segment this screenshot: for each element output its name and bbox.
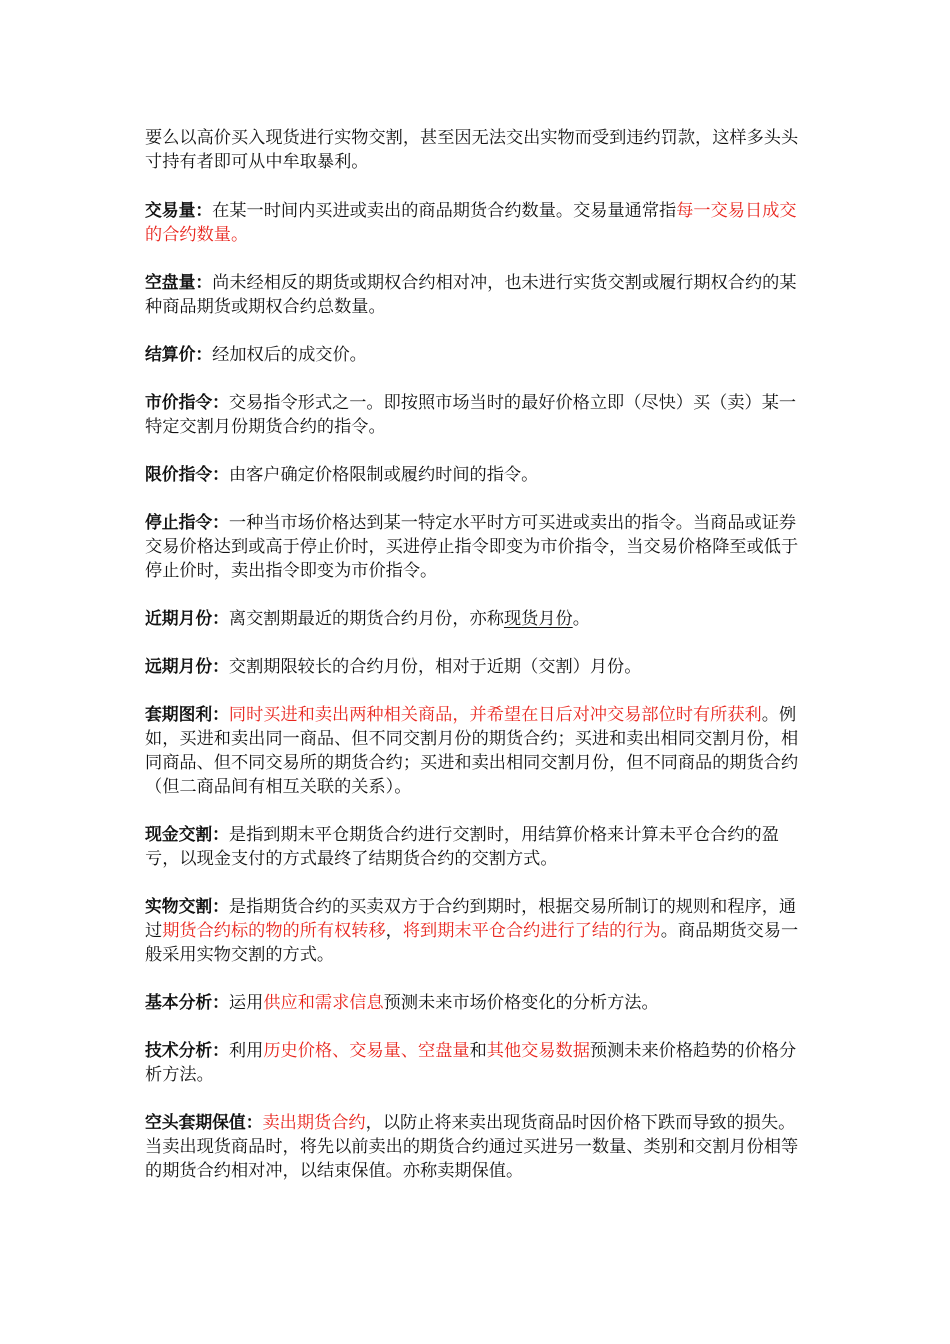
glossary-entry-cash-settlement — [145, 822, 805, 871]
definition-text: 交割期限较长的合约月份，相对于近期（交割）月份。 — [228, 657, 642, 677]
definition-text: 和 — [469, 1041, 487, 1061]
definition-text: 是指期货合约的买卖双方于合约到期时，根据交易所制订的规则和程序，通过 — [145, 897, 797, 941]
definition-text: 运用 — [228, 993, 264, 1013]
glossary-entry-market-order — [145, 390, 805, 439]
term-label: 限价指令： — [145, 464, 229, 484]
highlighted-text: 期货合约标的物的所有权转移 — [162, 921, 386, 941]
glossary-entry-spread-arbitrage — [145, 702, 805, 799]
definition-text: 在某一时间内买进或卖出的商品期货合约数量。交易量通常指 — [212, 201, 677, 221]
underlined-text: 现货月份 — [503, 609, 573, 629]
term-label: 停止指令： — [145, 512, 229, 532]
glossary-entry-stop-order — [145, 510, 805, 583]
term-label: 空盘量： — [145, 272, 213, 292]
definition-text: 。例如，买进和卖出同一商品、但不同交割月份的期货合约；买进和卖出相同交割月份，相同商品、但不同交易所的期货合约；买进和卖出相同交割月份，但不同商品的期货合约（但二商品间有相互关联的关系）。 — [145, 705, 799, 797]
definition-text: 离交割期最近的期货合约月份，亦称 — [228, 609, 504, 629]
term-label: 结算价： — [145, 344, 213, 364]
term-label: 市价指令： — [145, 392, 229, 412]
term-label: 近期月份： — [145, 608, 229, 628]
definition-text: 是指到期末平仓期货合约进行交割时，用结算价格来计算未平仓合约的盈亏，以现金支付的方式最终了结期货合约的交割方式。 — [145, 825, 779, 869]
glossary-entry-trading-volume — [145, 198, 805, 247]
glossary-body — [145, 126, 805, 1206]
definition-text: 预测未来市场价格变化的分析方法。 — [383, 993, 659, 1013]
highlighted-text: 历史价格、交易量、空盘量 — [263, 1041, 470, 1061]
glossary-entry-settlement-price — [145, 342, 805, 367]
definition-text: ，以防止将来卖出现货商品时因价格下跌而导致的损失。当卖出现货商品时，将先以前卖出的期货合约通过买进另一数量、类别和交割月份相等的期货合约相对冲，以结束保值。亦称卖期保值。 — [145, 1113, 799, 1181]
definition-text: 。商品期货交易一般采用实物交割的方式。 — [145, 921, 799, 965]
term-label: 实物交割： — [145, 896, 229, 916]
term-label: 交易量： — [145, 200, 213, 220]
term-label: 空头套期保值： — [145, 1112, 263, 1132]
glossary-entry-short-hedge — [145, 1110, 805, 1183]
highlighted-text: 每一交易日成交的合约数量。 — [145, 201, 797, 245]
definition-text: 交易指令形式之一。即按照市场当时的最好价格立即（尽快）买（卖）某一特定交割月份期货合约的指令。 — [145, 393, 797, 437]
highlighted-text: 卖出期货合约 — [262, 1113, 366, 1133]
intro-text: 要么以高价买入现货进行实物交割，甚至因无法交出实物而受到违约罚款，这样多头头寸持有者即可从中牟取暴利。 — [145, 128, 799, 172]
definition-text: 预测未来价格趋势的价格分析方法。 — [145, 1041, 797, 1085]
glossary-entry-open-interest — [145, 270, 805, 319]
definition-text: 由客户确定价格限制或履约时间的指令。 — [228, 465, 539, 485]
glossary-entry-physical-delivery — [145, 894, 805, 967]
highlighted-text: 其他交易数据 — [486, 1041, 590, 1061]
definition-text: ， — [385, 921, 403, 941]
term-label: 基本分析： — [145, 992, 229, 1012]
term-label: 远期月份： — [145, 656, 229, 676]
term-label: 现金交割： — [145, 824, 229, 844]
highlighted-text: 同时买进和卖出两种相关商品，并希望在日后对冲交易部位时有所获利 — [228, 705, 762, 725]
glossary-entry-fundamental-analysis — [145, 990, 805, 1015]
glossary-entry-nearby-month — [145, 606, 805, 631]
term-label: 套期图利： — [145, 704, 229, 724]
definition-text: 。 — [572, 609, 590, 629]
glossary-entry-limit-order — [145, 462, 805, 487]
highlighted-text: 将到期末平仓合约进行了结的行为 — [402, 921, 661, 941]
definition-text: 尚未经相反的期货或期权合约相对冲，也未进行实货交割或履行期权合约的某种商品期货或期权合约总数量。 — [145, 273, 797, 317]
term-label: 技术分析： — [145, 1040, 229, 1060]
glossary-entry-technical-analysis — [145, 1038, 805, 1087]
highlighted-text: 供应和需求信息 — [263, 993, 384, 1013]
intro-paragraph — [145, 126, 805, 174]
definition-text: 一种当市场价格达到某一特定水平时方可买进或卖出的指令。当商品或证券交易价格达到或高于停止价时，买进停止指令即变为市价指令，当交易价格降至或低于停止价时，卖出指令即变为市价指令。 — [145, 513, 799, 581]
definition-text: 经加权后的成交价。 — [212, 345, 367, 365]
glossary-entry-deferred-month — [145, 654, 805, 679]
definition-text: 利用 — [228, 1041, 264, 1061]
